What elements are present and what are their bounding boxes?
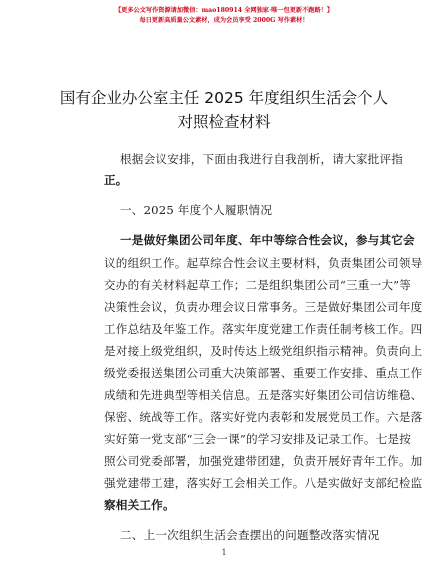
paragraph-1-line: 决策性会议，负责办理会议日常事务。三是做好集团公司年度 — [104, 300, 423, 314]
header-banner — [0, 6, 448, 26]
intro-paragraph-line-2: 正。 — [104, 173, 128, 187]
document-title-line-1: 国有企业办公室主任 2025 年度组织生活会个人 — [59, 89, 389, 107]
document-title-line-2: 对照检查材料 — [177, 113, 271, 131]
paragraph-1-line: 实好第一党支部“三会一课”的学习安排及记录工作。七是按 — [104, 432, 412, 446]
paragraph-1-line: 级党委报送集团公司重大决策部署、重要工作安排、重点工作 — [104, 366, 423, 380]
paragraph-1-line: 强党建带工建，落实好工会相关工作。八是实做好支部纪检监 — [104, 476, 423, 490]
section-2-heading: 二、上一次组织生活会查摆出的问题整改落实情况 — [120, 528, 380, 542]
paragraph-1-line: 察相关工作。 — [104, 498, 175, 512]
paragraph-1-line: 议的组织工作。起草综合性会议主要材料，负责集团公司领导 — [104, 256, 423, 270]
paragraph-1-line: 是对接上级党组织，及时传达上级党组织指示精神。负责向上 — [104, 344, 423, 358]
paragraph-1-line: 工作总结及年鉴工作。落实年度党建工作责任制考核工作。四 — [104, 322, 423, 336]
paragraph-1-line: 交办的有关材料起草工作；二是组织集团公司“三重一大”等 — [104, 278, 412, 292]
banner-line-1: 【更多公文写作资源请加微信：mao180914 全网独家·唯一包更新不跑路！】 — [114, 7, 334, 14]
paragraph-1-line: 成绩和先进典型等相关信息。五是落实好集团公司信访维稳、 — [104, 388, 423, 402]
banner-line-2: 每日更新高质量公文素材，成为会员享受 2000G 写作素材！ — [139, 17, 309, 24]
paragraph-1-lead: 一是做好集团公司年度、年中等综合性会议，参与其它会 — [120, 233, 415, 247]
section-1-heading: 一、2025 年度个人履职情况 — [120, 203, 273, 217]
page-number: 1 — [221, 548, 227, 557]
paragraph-1-line: 保密、统战等工作。落实好党内表彰和发展党员工作。六是落 — [104, 410, 423, 424]
paragraph-1-line: 照公司党委部署，加强党建带团建，负责开展好青年工作。加 — [104, 454, 423, 468]
intro-paragraph-line-1: 根据会议安排，下面由我进行自我剖析，请大家批评指 — [120, 152, 404, 166]
